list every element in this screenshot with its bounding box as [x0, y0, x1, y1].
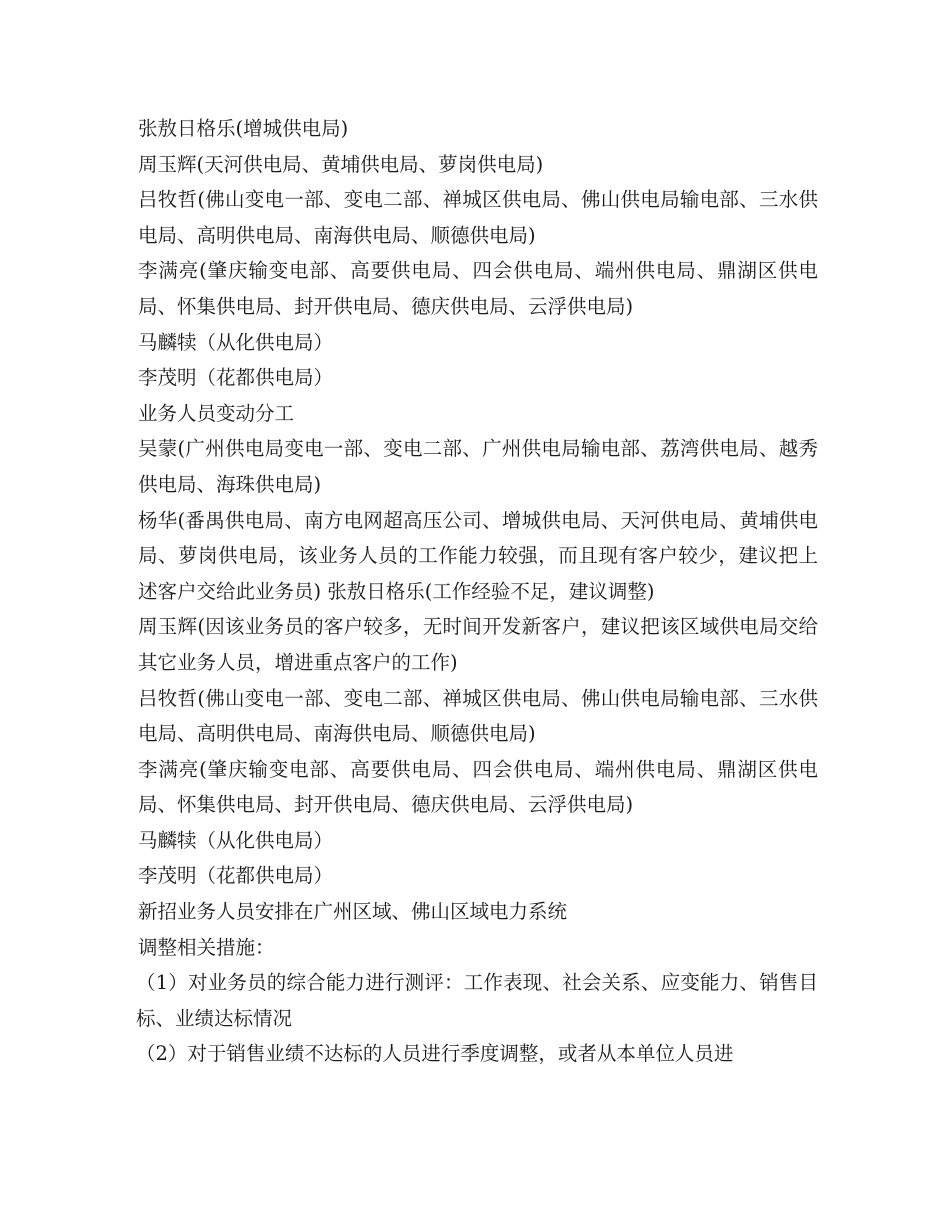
- paragraph-new-recruits: 新招业务人员安排在广州区域、佛山区域电力系统: [138, 900, 568, 924]
- paragraph-change-zhou: 周玉辉(因该业务员的客户较多，无时间开发新客户，建议把该区域供电局交给其它业务人员，增进重点客户的工作): [138, 615, 818, 674]
- document-body: [138, 111, 818, 1072]
- paragraph-assignment-zhou: 周玉辉(天河供电局、黄埔供电局、萝岗供电局): [138, 152, 544, 176]
- measure-item-2: （2）对于销售业绩不达标的人员进行季度调整，或者从本单位人员进: [136, 1042, 734, 1066]
- paragraph-change-wu: 吴蒙(广州供电局变电一部、变电二部、广州供电局输电部、荔湾供电局、越秀供电局、海珠供电局): [138, 437, 818, 496]
- section-heading-staff-changes: 业务人员变动分工: [138, 401, 295, 425]
- paragraph-change-ma: 马麟犊（从化供电局）: [138, 828, 334, 852]
- paragraph-change-lv: 吕牧哲(佛山变电一部、变电二部、禅城区供电局、佛山供电局输电部、三水供电局、高明供电局、南海供电局、顺德供电局): [138, 686, 818, 746]
- paragraph-change-yang: 杨华(番禺供电局、南方电网超高压公司、增城供电局、天河供电局、黄埔供电局、萝岗供电局，该业务人员的工作能力较强，而且现有客户较少，建议把上述客户交给此业务员) 张敖日格乐(工作经验不足，建议调整): [138, 508, 818, 603]
- paragraph-assignment-zhang: 张敖日格乐(增城供电局): [138, 117, 349, 140]
- paragraph-assignment-li-maoming: 李茂明（花都供电局）: [138, 366, 334, 390]
- paragraph-change-li-maoming: 李茂明（花都供电局）: [138, 864, 334, 888]
- paragraph-assignment-ma: 马麟犊（从化供电局）: [138, 330, 334, 354]
- paragraph-assignment-li-manliang: 李满亮(肇庆输变电部、高要供电局、四会供电局、端州供电局、鼎湖区供电局、怀集供电局、封开供电局、德庆供电局、云浮供电局): [138, 259, 818, 318]
- paragraph-assignment-lv: 吕牧哲(佛山变电一部、变电二部、禅城区供电局、佛山供电局输电部、三水供电局、高明供电局、南海供电局、顺德供电局): [138, 188, 818, 247]
- paragraph-change-li-manliang: 李满亮(肇庆输变电部、高要供电局、四会供电局、端州供电局、鼎湖区供电局、怀集供电局、封开供电局、德庆供电局、云浮供电局): [138, 757, 818, 817]
- measure-item-1: （1）对业务员的综合能力进行测评：工作表现、社会关系、应变能力、销售目标、业绩达标情况: [136, 971, 818, 1030]
- section-heading-measures: 调整相关措施：: [138, 935, 275, 959]
